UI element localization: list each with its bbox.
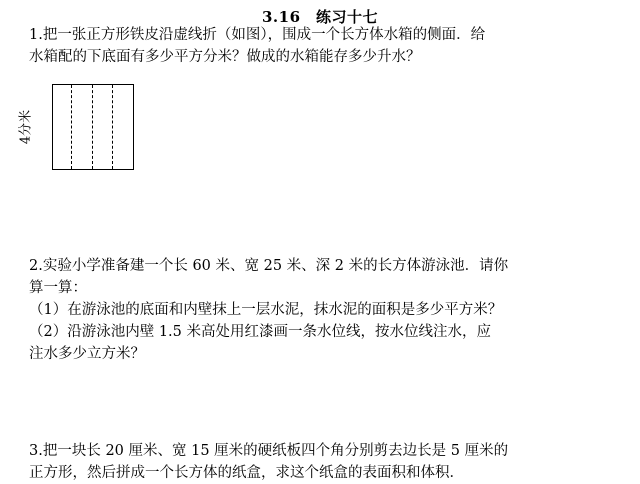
square-sheet-figure xyxy=(52,84,134,170)
question-2-line-3: （1）在游泳池的底面和内壁抹上一层水泥，抹水泥的面积是多少平方米？ xyxy=(29,302,503,318)
question-3-line-1: 3.把一块长 20 厘米、宽 15 厘米的硬纸板四个角分别剪去边长是 5 厘米的 xyxy=(29,443,509,459)
question-1-line-1: 1.把一张正方形铁皮沿虚线折（如图），围成一个长方体水箱的侧面．给 xyxy=(29,27,486,43)
question-3 xyxy=(29,440,589,484)
fold-line-1 xyxy=(71,85,72,169)
question-2-line-4: （2）沿游泳池内壁 1.5 米高处用红漆画一条水位线，按水位线注水，应 xyxy=(29,324,492,340)
figure-side-label: 4分米 xyxy=(18,109,34,145)
question-2 xyxy=(29,255,589,365)
fold-line-3 xyxy=(112,85,113,169)
question-2-line-5: 注水多少立方米？ xyxy=(29,346,145,362)
fold-line-2 xyxy=(92,85,93,169)
question-1-line-2: 水箱配的下底面有多少平方分米？做成的水箱能存多少升水？ xyxy=(29,49,421,65)
question-2-line-1: 2.实验小学准备建一个长 60 米、宽 25 米、深 2 米的长方体游泳池．请你 xyxy=(29,258,509,274)
question-2-line-2: 算一算： xyxy=(29,280,87,296)
page-title: 3.16 练习十七 xyxy=(261,8,379,26)
question-1 xyxy=(29,24,589,68)
question-3-line-2: 正方形，然后拼成一个长方体的纸盒，求这个纸盒的表面积和体积． xyxy=(29,465,464,481)
